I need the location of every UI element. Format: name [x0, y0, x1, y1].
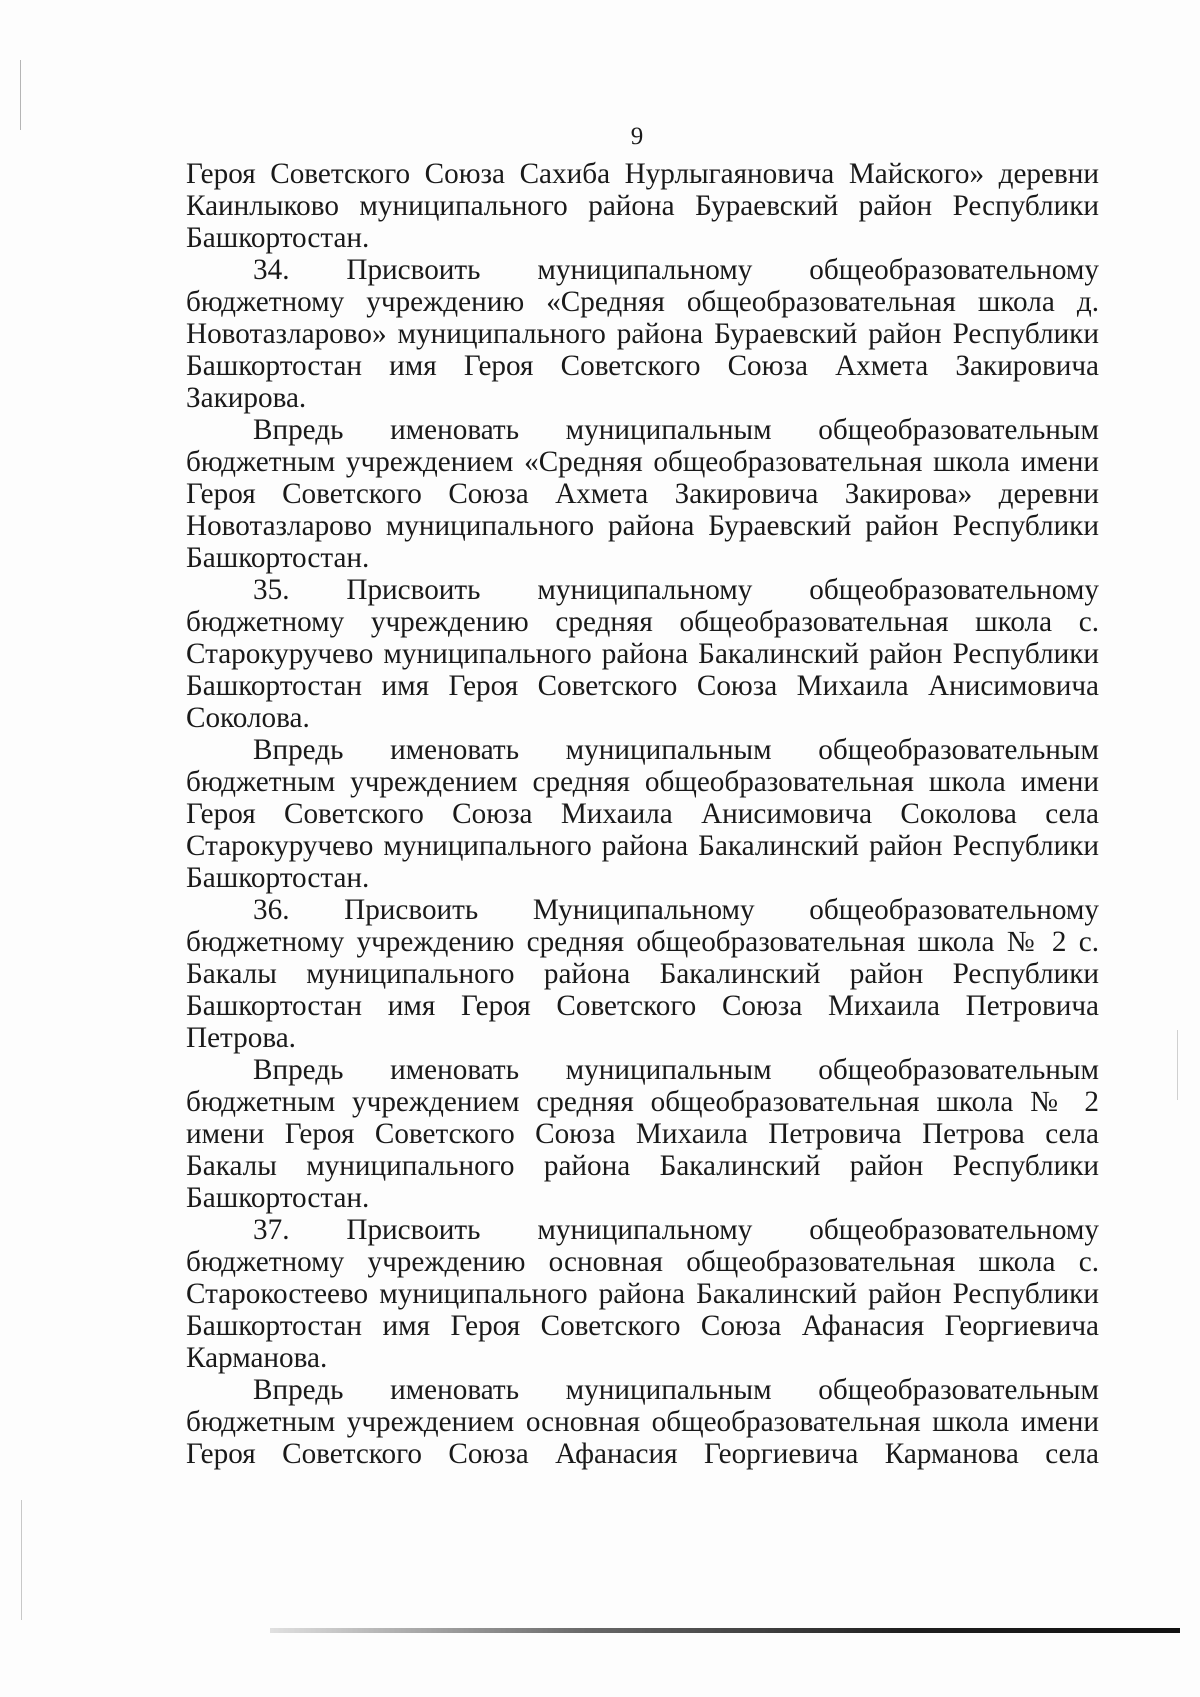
paragraph: Впредь именовать муниципальным общеобразовательным бюджетным учреждением средняя общеобразовательная школа № 2 имени Героя Советского Союза Михаила Петровича Петрова села Бакалы муниципального района Бакалинский район Республики Башкортостан. [186, 1054, 1099, 1214]
paragraph: Героя Советского Союза Сахиба Нурлыгаяновича Майского» деревни Каинлыково муниципального района Бураевский район Республики Башкортостан. [186, 158, 1099, 254]
paragraph: 35. Присвоить муниципальному общеобразовательному бюджетному учреждению средняя общеобразовательная школа с. Старокуручево муниципального района Бакалинский район Республики Башкортостан имя Героя Советского Союза Михаила Анисимовича Соколова. [186, 574, 1099, 734]
scan-edge-mark [1177, 1030, 1178, 1100]
scan-edge-mark [21, 1500, 22, 1620]
page-number: 9 [630, 123, 644, 150]
document-body [186, 158, 1099, 1470]
paragraph: Впредь именовать муниципальным общеобразовательным бюджетным учреждением средняя общеобразовательная школа имени Героя Советского Союза Михаила Анисимовича Соколова села Старокуручево муниципального района Бакалинский район Республики Башкортостан. [186, 734, 1099, 894]
paragraph: Впредь именовать муниципальным общеобразовательным бюджетным учреждением «Средняя общеобразовательная школа имени Героя Советского Союза Ахмета Закировича Закирова» деревни Новотазларово муниципального района Бураевский район Республики Башкортостан. [186, 414, 1099, 574]
paragraph: 37. Присвоить муниципальному общеобразовательному бюджетному учреждению основная общеобразовательная школа с. Старокостеево муниципального района Бакалинский район Республики Башкортостан имя Героя Советского Союза Афанасия Георгиевича Карманова. [186, 1214, 1099, 1374]
scan-edge-mark [20, 60, 21, 130]
paragraph: Впредь именовать муниципальным общеобразовательным бюджетным учреждением основная общеобразовательная школа имени Героя Советского Союза Афанасия Георгиевича Карманова села [186, 1374, 1099, 1470]
bottom-scan-border [270, 1628, 1180, 1633]
paragraph: 36. Присвоить Муниципальному общеобразовательному бюджетному учреждению средняя общеобразовательная школа № 2 с. Бакалы муниципального района Бакалинский район Республики Башкортостан имя Героя Советского Союза Михаила Петровича Петрова. [186, 894, 1099, 1054]
paragraph: 34. Присвоить муниципальному общеобразовательному бюджетному учреждению «Средняя общеобразовательная школа д. Новотазларово» муниципального района Бураевский район Республики Башкортостан имя Героя Советского Союза Ахмета Закировича Закирова. [186, 254, 1099, 414]
